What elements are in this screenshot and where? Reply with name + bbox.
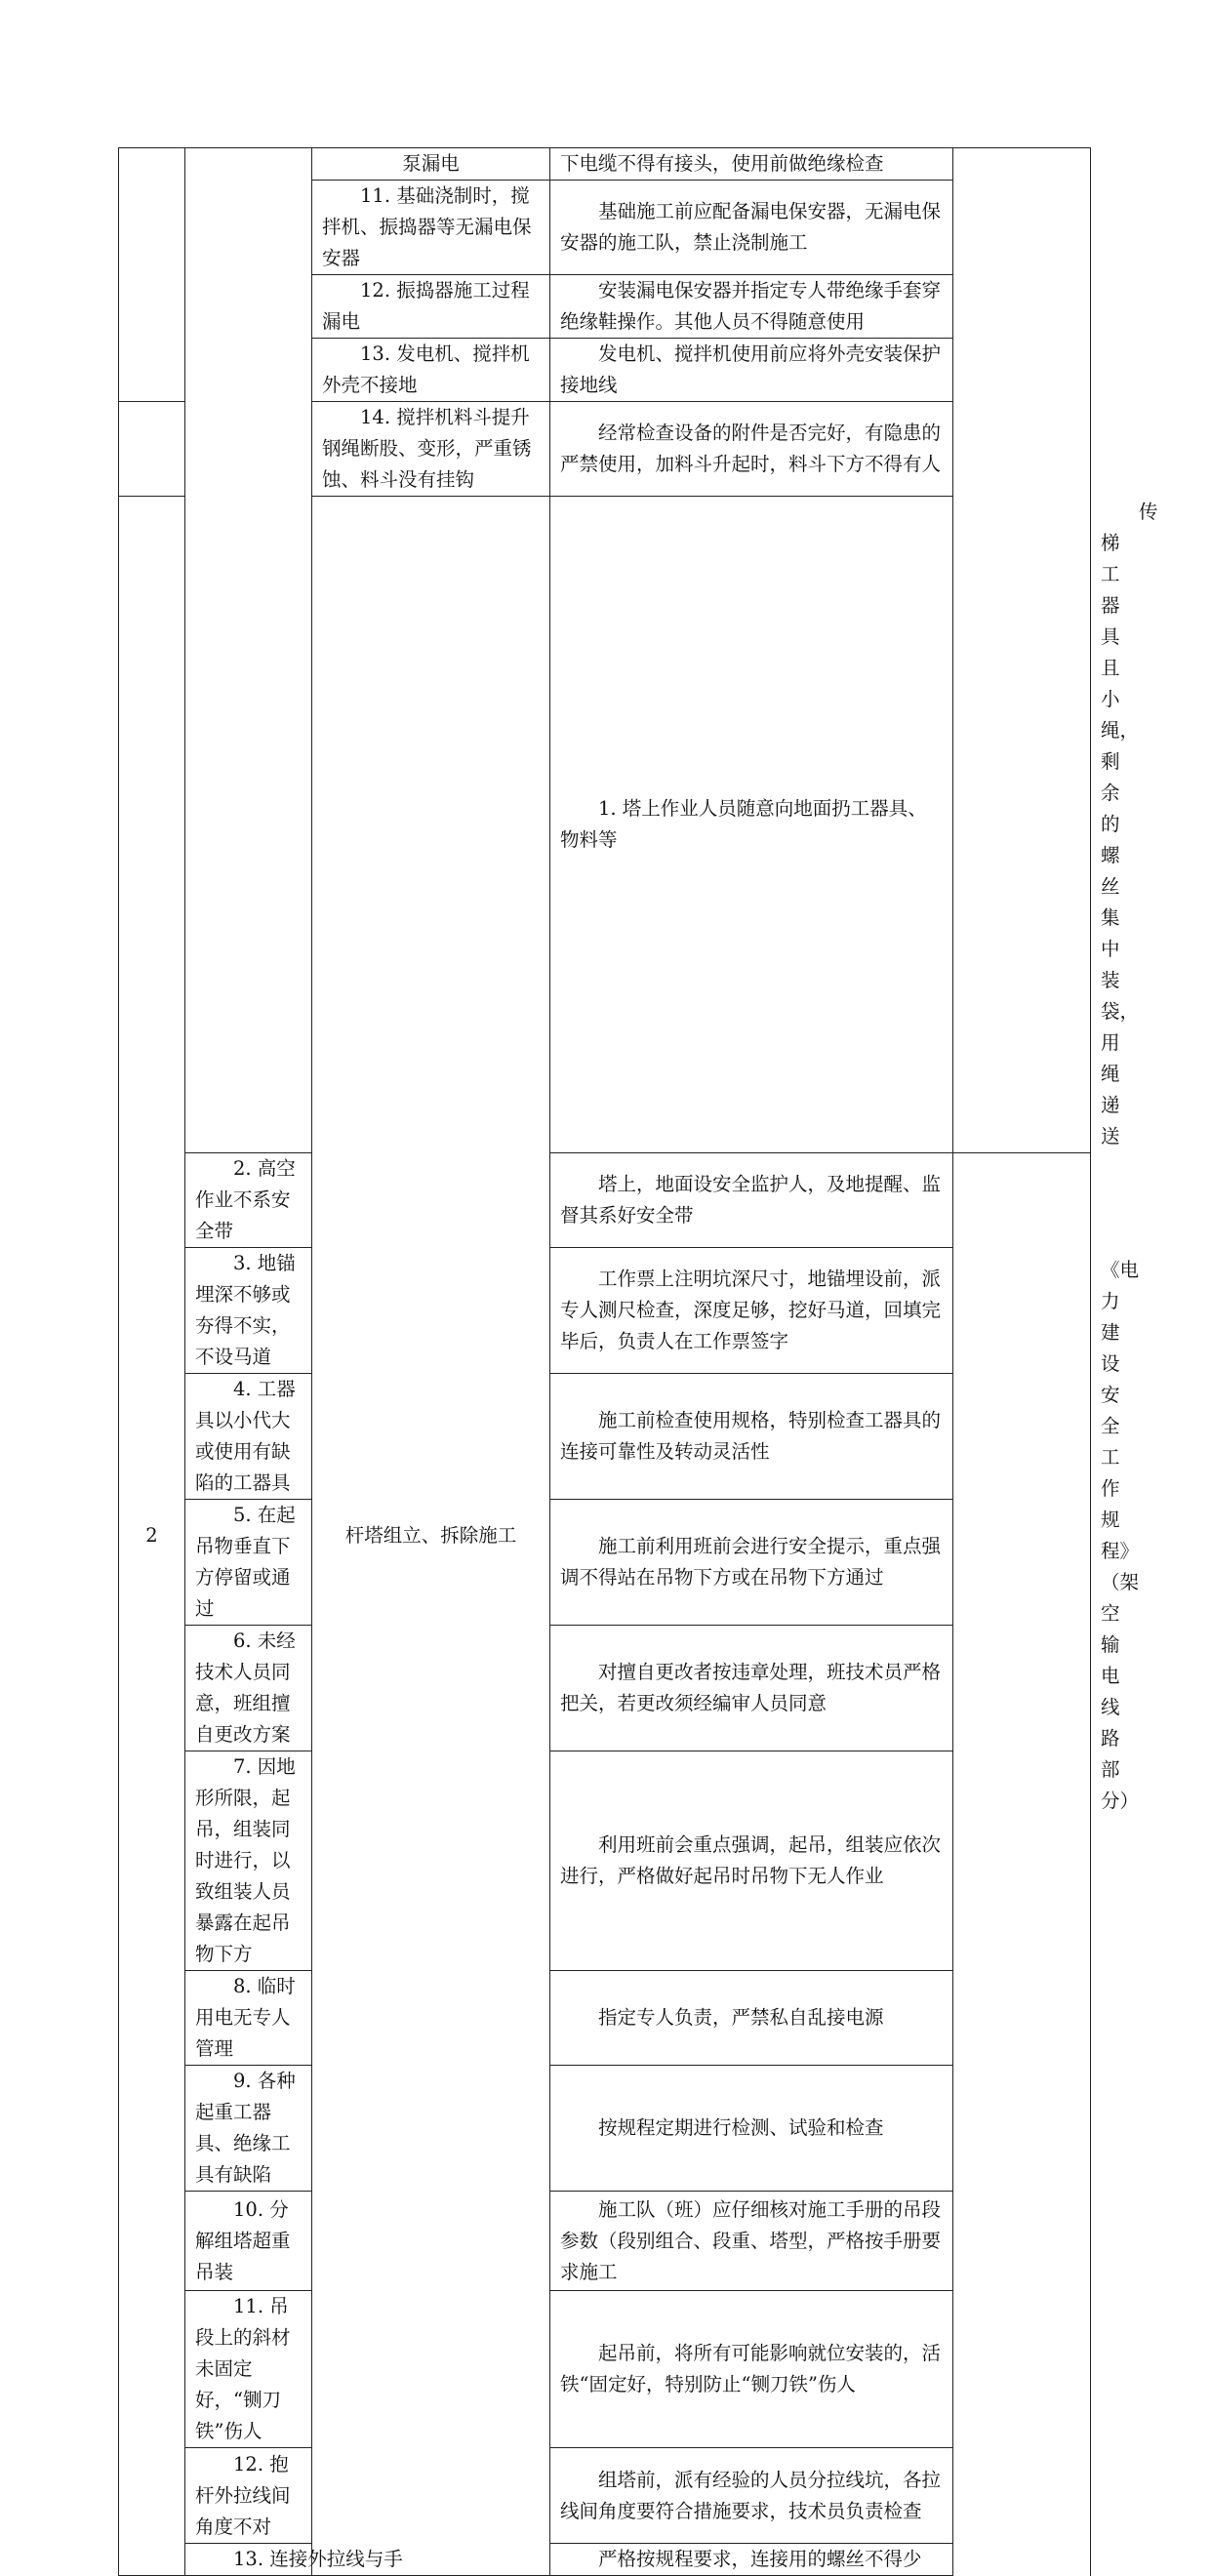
risk-cell: 12. 抱杆外拉线间角度不对 [185, 2448, 312, 2544]
table-row [119, 2544, 1091, 2576]
table-row [119, 1153, 1091, 1248]
table-row [119, 1626, 1091, 1751]
risk-cell: 13. 连接外拉线与手 [185, 2544, 312, 2576]
risk-cell: 14. 搅拌机料斗提升钢绳断股、变形，严重锈蚀、料斗没有挂钩 [312, 402, 550, 497]
table-row [119, 1971, 1091, 2066]
table-row [119, 1248, 1091, 1374]
table-row: 2 杆塔组立、拆除施工 1. 塔上作业人员随意向地面扔工器具、物料等 传梯工器具且小绳，剩余的螺丝集中装袋，用绳递送 《电力建设安全工作规程》（架空输电线路部分） [119, 497, 1091, 1153]
group2-no-cell: 2 [119, 497, 185, 2576]
group1-basis-cell [953, 148, 1091, 1153]
risk-cell: 2. 高空作业不系安全带 [185, 1153, 312, 1248]
group1-no-cell-lower [119, 402, 185, 497]
group1-no-cell [119, 148, 185, 402]
measure-cell: 利用班前会重点强调，起吊，组装应依次进行，严格做好起吊时吊物下无人作业 [550, 1751, 953, 1971]
risk-cell: 11. 吊段上的斜材未固定好，“铡刀铁”伤人 [185, 2291, 312, 2448]
risk-cell: 4. 工器具以小代大或使用有缺陷的工器具 [185, 1374, 312, 1500]
measure-cell: 基础施工前应配备漏电保安器，无漏电保安器的施工队，禁止浇制施工 [550, 181, 953, 275]
risk-cell: 11. 基础浇制时，搅拌机、振捣器等无漏电保安器 [312, 181, 550, 275]
measure-cell: 对擅自更改者按违章处理，班技术员严格把关，若更改须经编审人员同意 [550, 1626, 953, 1751]
risk-cell: 9. 各种起重工器具、绝缘工具有缺陷 [185, 2066, 312, 2192]
table-row [119, 1751, 1091, 1971]
risk-cell: 泵漏电 [312, 148, 550, 181]
measure-cell: 工作票上注明坑深尺寸，地锚埋设前，派专人测尺检查，深度足够，挖好马道，回填完毕后，负责人在工作票签字 [550, 1248, 953, 1374]
risk-cell: 12. 振捣器施工过程漏电 [312, 275, 550, 339]
measure-cell: 安装漏电保安器并指定专人带绝缘手套穿绝缘鞋操作。其他人员不得随意使用 [550, 275, 953, 339]
measure-cell: 施工前利用班前会进行安全提示，重点强调不得站在吊物下方或在吊物下方通过 [550, 1500, 953, 1626]
risk-cell: 8. 临时用电无专人管理 [185, 1971, 312, 2066]
measure-cell: 按规程定期进行检测、试验和检查 [550, 2066, 953, 2192]
measure-cell: 塔上，地面设安全监护人，及地提醒、监督其系好安全带 [550, 1153, 953, 1248]
group1-project-cell [185, 148, 312, 1153]
risk-cell: 7. 因地形所限，起吊，组装同时进行，以致组装人员暴露在起吊物下方 [185, 1751, 312, 1971]
measure-cell: 发电机、搅拌机使用前应将外壳安装保护接地线 [550, 339, 953, 402]
measure-cell: 严格按规程要求，连接用的螺丝不得少 [550, 2544, 953, 2576]
measure-cell: 组塔前，派有经验的人员分拉线坑，各拉线间角度要符合措施要求，技术员负责检查 [550, 2448, 953, 2544]
table-row [119, 1374, 1091, 1500]
measure-cell: 施工队（班）应仔细核对施工手册的吊段参数（段别组合、段重、塔型，严格按手册要求施工 [550, 2192, 953, 2291]
measure-cell: 下电缆不得有接头，使用前做绝缘检查 [550, 148, 953, 181]
measure-cell: 经常检查设备的附件是否完好，有隐患的严禁使用，加料斗升起时，料斗下方不得有人 [550, 402, 953, 497]
table-row [119, 148, 1091, 181]
risk-cell: 5. 在起吊物垂直下方停留或通过 [185, 1500, 312, 1626]
risk-cell: 6. 未经技术人员同意，班组擅自更改方案 [185, 1626, 312, 1751]
measure-cell: 指定专人负责，严禁私自乱接电源 [550, 1971, 953, 2066]
risk-cell: 13. 发电机、搅拌机外壳不接地 [312, 339, 550, 402]
table-row [119, 2192, 1091, 2291]
table-row [119, 2291, 1091, 2448]
safety-measures-table [118, 147, 1158, 2576]
risk-cell: 3. 地锚埋深不够或夯得不实，不设马道 [185, 1248, 312, 1374]
group2-project-cell: 杆塔组立、拆除施工 [312, 497, 550, 2576]
table-row [119, 2066, 1091, 2192]
risk-cell: 1. 塔上作业人员随意向地面扔工器具、物料等 [550, 497, 953, 1153]
table-row [119, 1500, 1091, 1626]
measure-cell: 施工前检查使用规格，特别检查工器具的连接可靠性及转动灵活性 [550, 1374, 953, 1500]
risk-cell: 10. 分解组塔超重吊装 [185, 2192, 312, 2291]
table-row [119, 2448, 1091, 2544]
measure-cell: 起吊前，将所有可能影响就位安装的，活铁“固定好，特别防止“铡刀铁”伤人 [550, 2291, 953, 2448]
